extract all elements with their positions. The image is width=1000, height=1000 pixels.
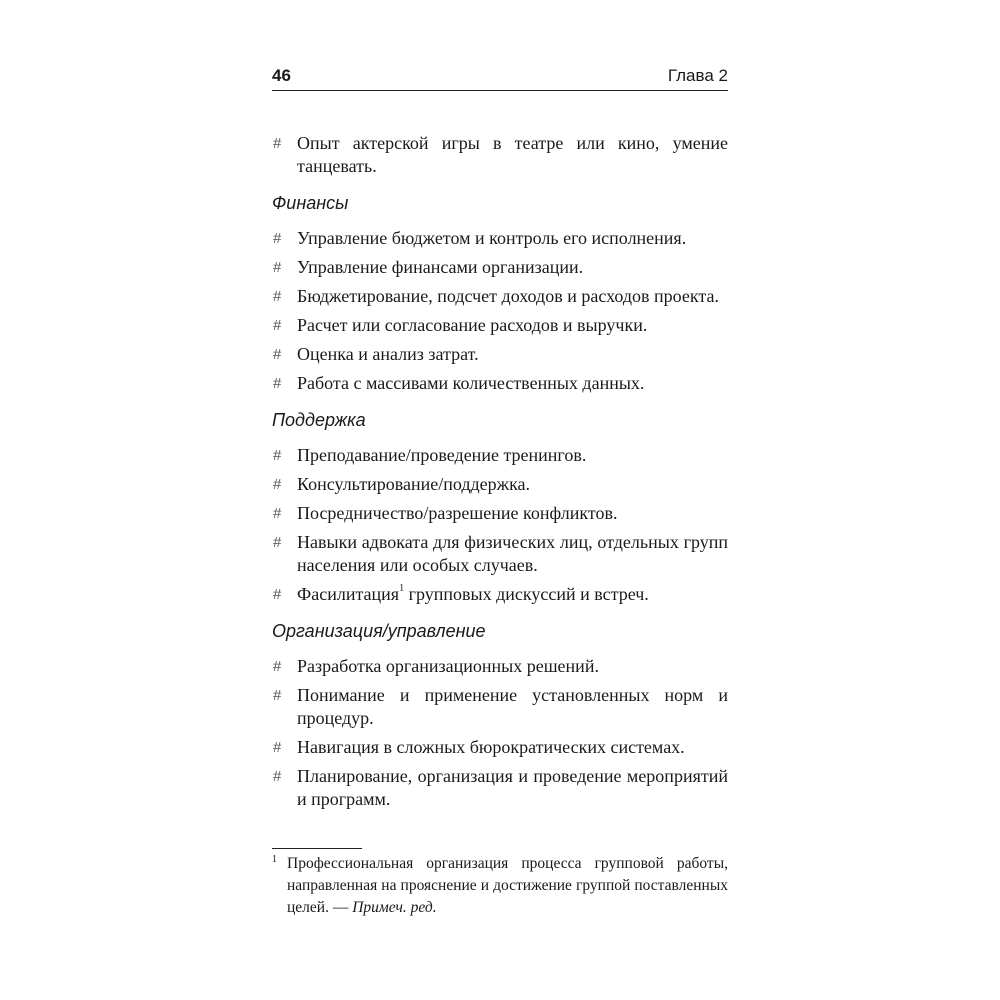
bullet-hash-icon: # xyxy=(273,476,282,493)
list-item-text: Оценка и анализ затрат. xyxy=(297,344,479,364)
bullet-hash-icon: # xyxy=(273,375,282,392)
list-item xyxy=(272,502,728,525)
footnote-marker: 1 xyxy=(272,854,277,865)
section xyxy=(272,409,728,606)
footnote-divider xyxy=(272,848,362,849)
list-item xyxy=(272,736,728,759)
section xyxy=(272,620,728,811)
bullet-hash-icon: # xyxy=(273,135,282,152)
chapter-label: Глава 2 xyxy=(667,66,728,85)
list-item-text: Работа с массивами количественных данных. xyxy=(297,373,645,393)
list-item xyxy=(272,684,728,730)
page-content xyxy=(272,132,728,817)
bullet-hash-icon: # xyxy=(273,317,282,334)
list-item-text: Преподавание/проведение тренингов. xyxy=(297,445,587,465)
list-item-text: Навигация в сложных бюрократических системах. xyxy=(297,737,685,757)
footnote xyxy=(272,853,728,919)
list-item-text: Управление бюджетом и контроль его исполнения. xyxy=(297,228,687,248)
page-number: 46 xyxy=(272,66,291,85)
list-item xyxy=(272,256,728,279)
list-item-text: Посредничество/разрешение конфликтов. xyxy=(297,503,618,523)
list-item-text: Опыт актерской игры в театре или кино, умение танцевать. xyxy=(297,133,728,176)
list-item-text: Разработка организационных решений. xyxy=(297,656,599,676)
bullet-hash-icon: # xyxy=(273,230,282,247)
section-title: Финансы xyxy=(272,193,349,213)
list-item-text: Фасилитация$^1$ групповых дискуссий и встреч. xyxy=(297,583,649,604)
list-item-text: Навыки адвоката для физических лиц, отдельных групп населения или особых случаев. xyxy=(297,532,728,575)
section-title: Поддержка xyxy=(272,410,366,430)
list-item xyxy=(272,314,728,337)
list-item xyxy=(272,227,728,250)
list-item xyxy=(272,343,728,366)
list-item xyxy=(272,655,728,678)
list-item-text: Расчет или согласование расходов и выручки. xyxy=(297,315,648,335)
bullet-hash-icon: # xyxy=(273,288,282,305)
bullet-hash-icon: # xyxy=(273,505,282,522)
footnote-attribution: Примеч. ред. xyxy=(352,899,437,916)
bullet-hash-icon: # xyxy=(273,739,282,756)
book-page xyxy=(272,0,728,1000)
bullet-hash-icon: # xyxy=(273,534,282,551)
list-item-text: Понимание и применение установленных норм и процедур. xyxy=(297,685,728,728)
bullet-hash-icon: # xyxy=(273,586,282,603)
list-item xyxy=(272,583,728,606)
bullet-hash-icon: # xyxy=(273,687,282,704)
footnote-reference: 1 xyxy=(399,583,405,594)
bullet-hash-icon: # xyxy=(273,768,282,785)
list-item xyxy=(272,285,728,308)
list-item xyxy=(272,444,728,467)
bullet-hash-icon: # xyxy=(273,658,282,675)
bullet-hash-icon: # xyxy=(273,259,282,276)
bullet-hash-icon: # xyxy=(273,447,282,464)
list-item xyxy=(272,132,728,178)
bullet-hash-icon: # xyxy=(273,346,282,363)
list-item-text: Управление финансами организации. xyxy=(297,257,584,277)
intro-list xyxy=(272,132,728,178)
list-item xyxy=(272,372,728,395)
list-item xyxy=(272,765,728,811)
list-item-text: Консультирование/поддержка. xyxy=(297,474,531,494)
footnote-body xyxy=(272,853,728,919)
footnote-text: Профессиональная организация процесса групповой работы, направленная на прояснение и достижение группой поставленных целей. — xyxy=(287,855,728,916)
list-item-text: Планирование, организация и проведение мероприятий и программ. xyxy=(297,766,728,809)
list-item xyxy=(272,531,728,577)
section xyxy=(272,192,728,395)
section-title: Организация/управление xyxy=(272,621,486,641)
sections xyxy=(272,192,728,811)
list-item xyxy=(272,473,728,496)
running-header xyxy=(272,66,728,91)
list-item-text: Бюджетирование, подсчет доходов и расходов проекта. xyxy=(297,286,719,306)
